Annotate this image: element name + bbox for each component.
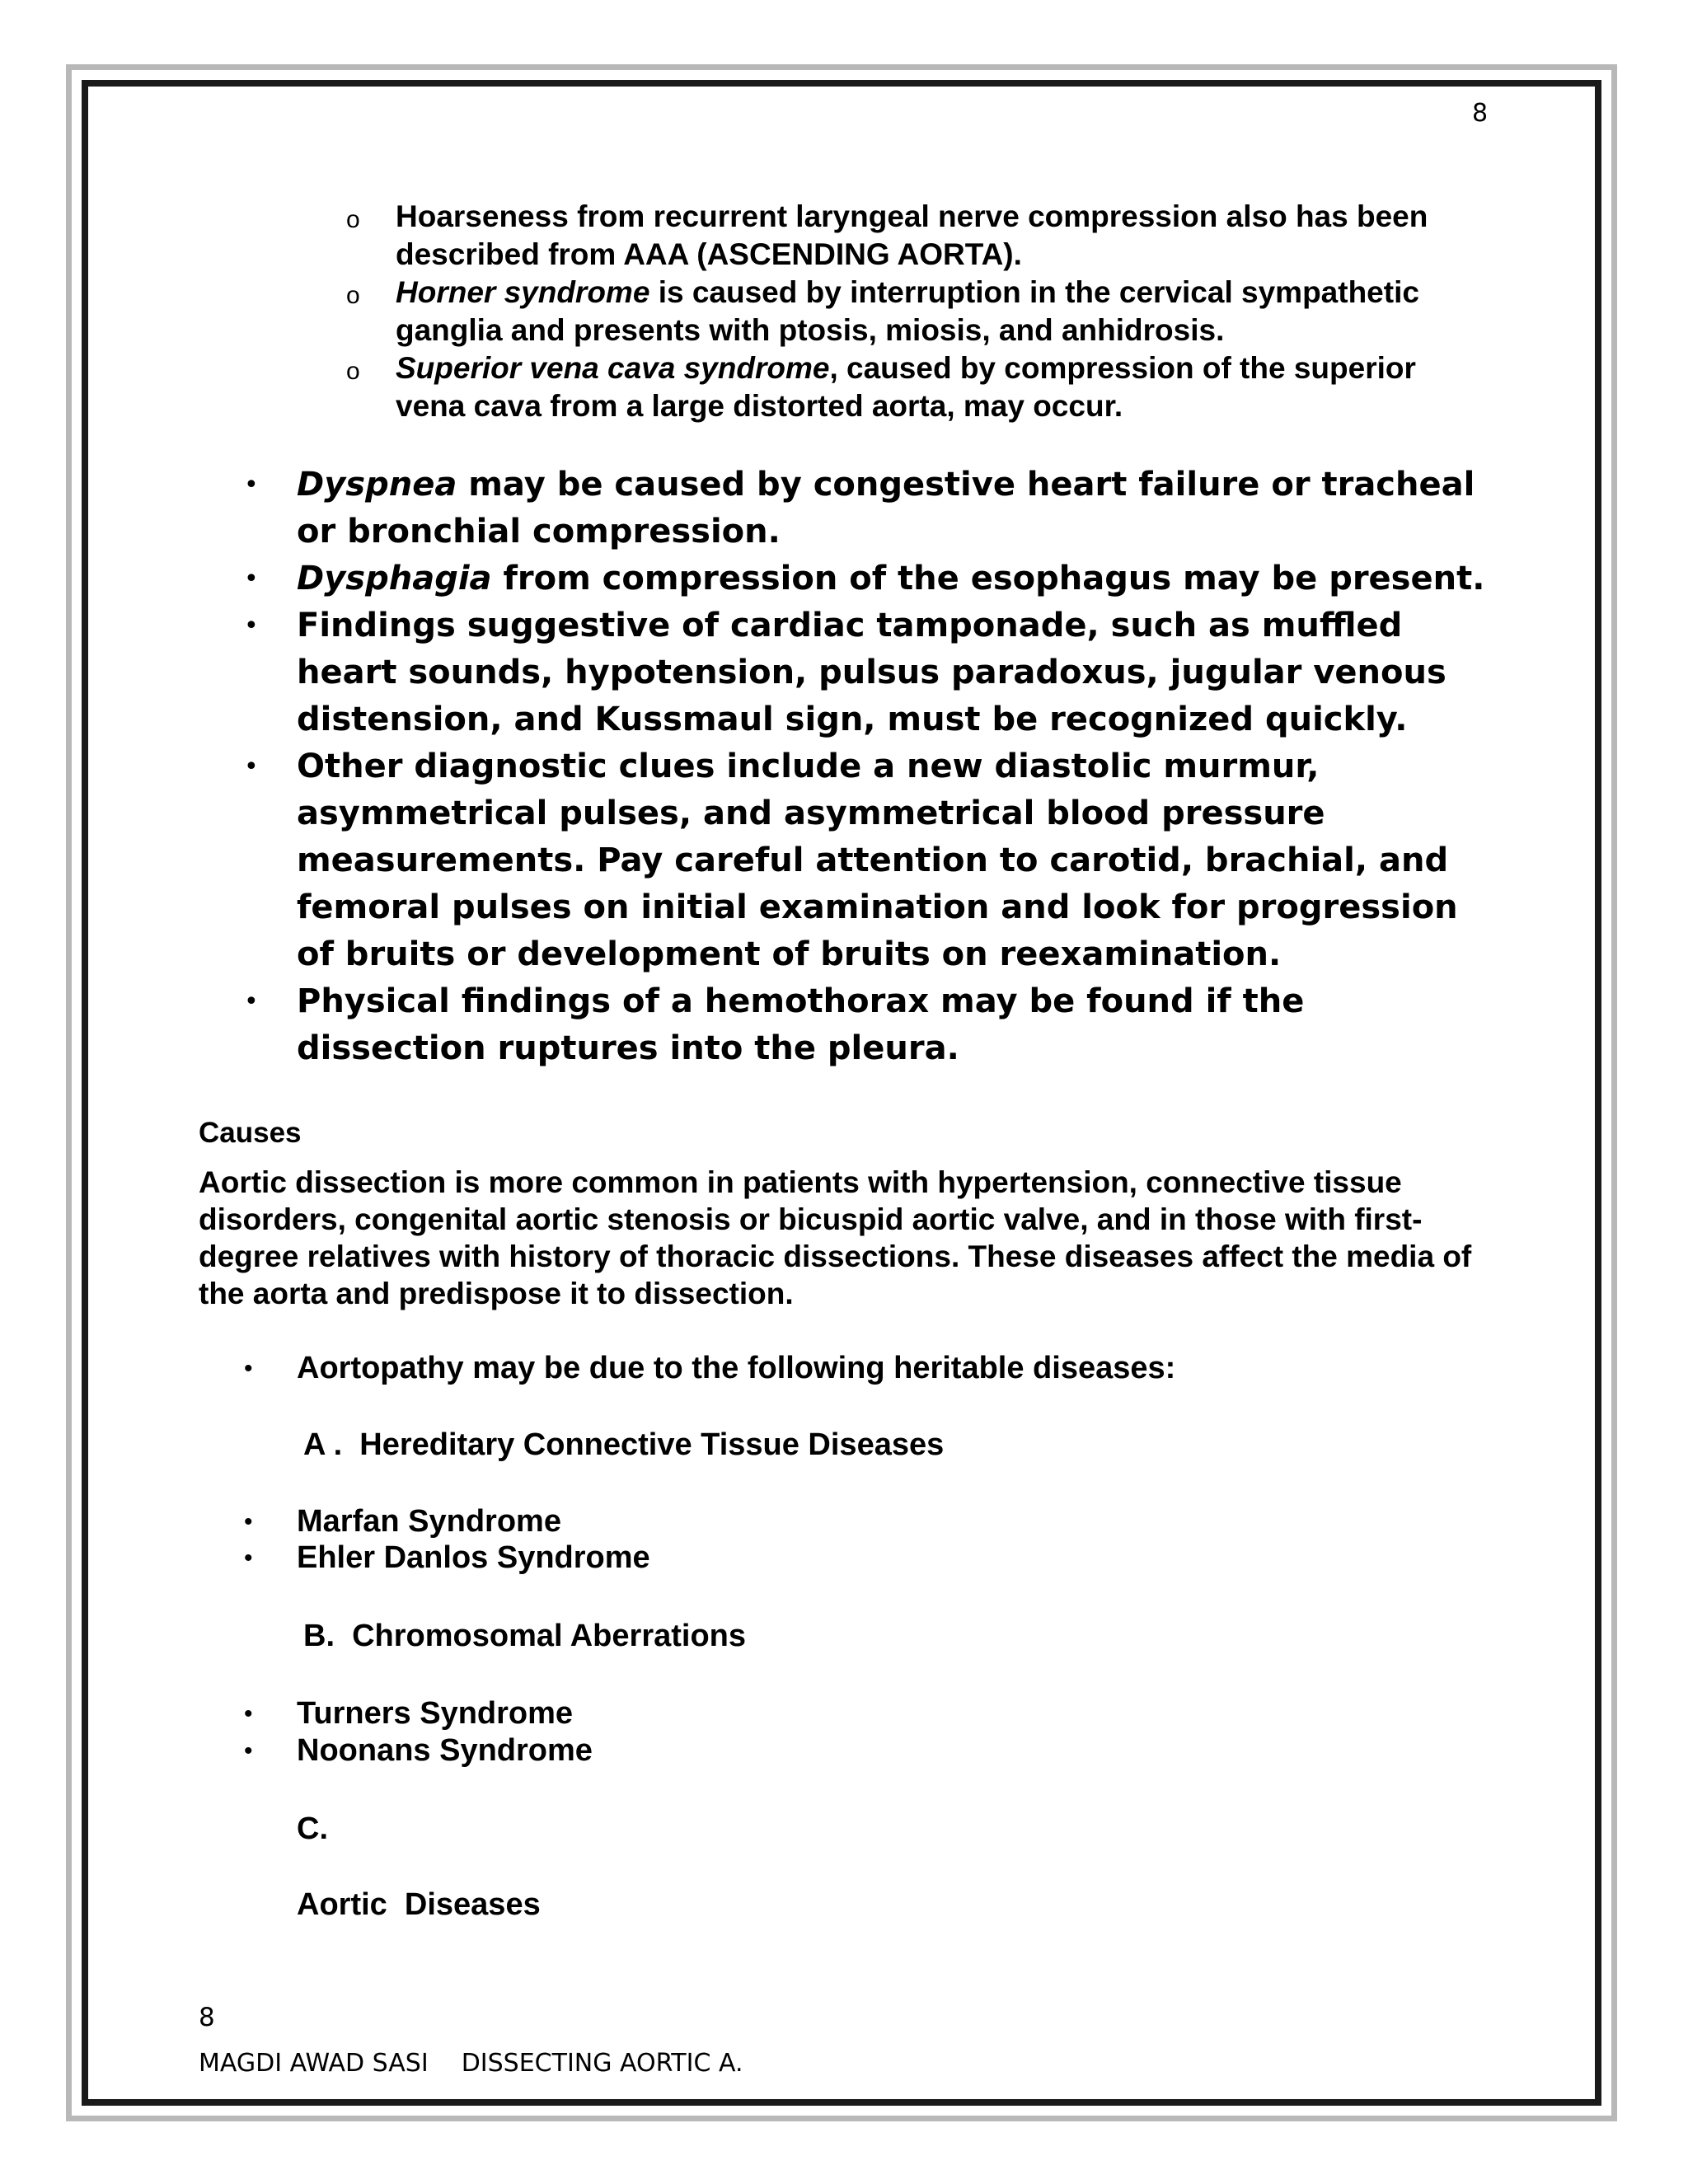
sub-bullet-term: Superior vena cava syndrome — [396, 351, 830, 385]
sub-bullet-text: Hoarseness from recurrent laryngeal nerve compression also has been described from AAA (ASCENDING AORTA). — [396, 199, 1428, 271]
main-bullet-term: Dysphagia — [297, 560, 492, 598]
causes-paragraph: Aortic dissection is more common in patients with hypertension, connective tissue disorders, congenital aortic stenosis or bicuspid aortic valve, and in those with first-degree relatives with history of thoracic dissections. These diseases affect the media of the aorta and predispose it to dissection. — [199, 1165, 1472, 1310]
main-bullet-term: Dyspnea — [297, 466, 457, 504]
main-bullet-text: Findings suggestive of cardiac tamponade, such as muffled heart sounds, hypotension, pulsus paradoxus, jugular venous distension, and Kussmaul sign, must be recognized quickly. — [297, 607, 1447, 738]
group-c-label: C. — [297, 1811, 328, 1846]
group-a-item: • Marfan Syndrome — [297, 1503, 561, 1540]
main-bullet-item — [297, 978, 1492, 1072]
main-bullet-text: from compression of the esophagus may be present. — [491, 560, 1485, 598]
footer-author: MAGDI AWAD SASI — [199, 2049, 429, 2078]
sub-bullet-term: Horner syndrome — [396, 275, 650, 309]
group-b-item: • Turners Syndrome — [297, 1695, 573, 1732]
group-a-item: • Ehler Danlos Syndrome — [297, 1540, 650, 1577]
main-bullet-item — [297, 743, 1492, 978]
main-bullet-text: Physical findings of a hemothorax may be found if the dissection ruptures into the pleura. — [297, 982, 1305, 1067]
main-bullet-list — [297, 462, 1492, 1072]
sub-bullet-item — [396, 274, 1482, 349]
sub-bullet-item — [396, 198, 1482, 274]
aortopathy-bullet: • Aortopathy may be due to the following heritable diseases: — [297, 1350, 1175, 1387]
sub-bullet-text: , caused by compression of the superior vena cava from a large distorted aorta, may occur. — [396, 351, 1416, 423]
group-a-heading: A . Hereditary Connective Tissue Diseases — [303, 1427, 945, 1462]
group-b-item: • Noonans Syndrome — [297, 1732, 593, 1769]
group-b-heading: B. Chromosomal Aberrations — [303, 1619, 747, 1653]
main-bullet-text: may be caused by congestive heart failure or tracheal or bronchial compression. — [297, 466, 1475, 551]
group-c-heading: Aortic Diseases — [297, 1887, 541, 1922]
sub-bullet-item — [396, 349, 1482, 425]
main-bullet-item — [297, 555, 1492, 602]
causes-heading: Causes — [199, 1117, 302, 1149]
sub-bullet-text: is caused by interruption in the cervical sympathetic ganglia and presents with ptosis, miosis, and anhidrosis. — [396, 275, 1419, 347]
sub-bullet-list — [345, 198, 1482, 425]
footer-title: DISSECTING AORTIC A. — [461, 2049, 743, 2078]
footer-page-number: 8 — [199, 2003, 215, 2032]
footer-line — [199, 2049, 743, 2078]
main-bullet-item — [297, 462, 1492, 555]
main-bullet-text: Other diagnostic clues include a new diastolic murmur, asymmetrical pulses, and asymmetrical blood pressure measurements. Pay careful attention to carotid, brachial, and femoral pulses on initial examination and look for progression of bruits or development of bruits on reexamination. — [297, 748, 1458, 973]
main-bullet-item — [297, 602, 1492, 743]
page-number-top: 8 — [1472, 99, 1489, 128]
